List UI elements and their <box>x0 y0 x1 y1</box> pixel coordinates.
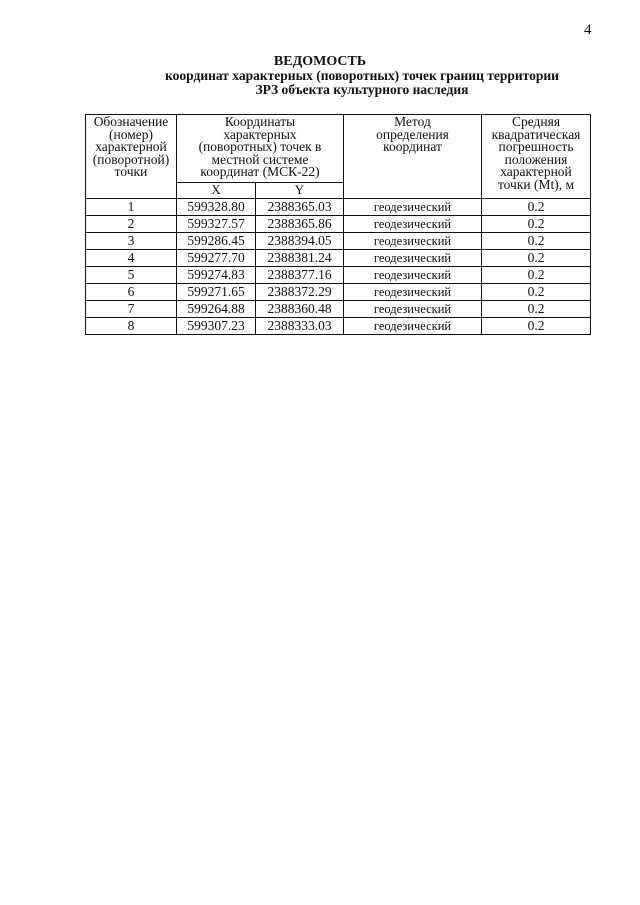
table-row <box>86 318 591 335</box>
cell-method: геодезический <box>344 284 482 301</box>
cell-point: 4 <box>86 250 177 267</box>
document-title: ВЕДОМОСТЬ <box>273 54 367 69</box>
cell-point: 2 <box>86 216 177 233</box>
table-row <box>86 216 591 233</box>
table-header-row <box>86 115 591 183</box>
cell-y: 2388377.16 <box>256 267 344 284</box>
table-row <box>86 267 591 284</box>
cell-method: геодезический <box>344 199 482 216</box>
table-row <box>86 284 591 301</box>
cell-x: 599307.23 <box>177 318 256 335</box>
cell-point: 1 <box>86 199 177 216</box>
cell-mt: 0.2 <box>482 284 591 301</box>
cell-point: 5 <box>86 267 177 284</box>
table-row <box>86 250 591 267</box>
cell-x: 599286.45 <box>177 233 256 250</box>
header-coordinates: Координаты характерных (поворотных) точек в местной системе координат (МСК-22) <box>177 115 344 183</box>
table-row <box>86 199 591 216</box>
cell-point: 6 <box>86 284 177 301</box>
cell-x: 599274.83 <box>177 267 256 284</box>
cell-method: геодезический <box>344 216 482 233</box>
cell-mt: 0.2 <box>482 301 591 318</box>
cell-x: 599271.65 <box>177 284 256 301</box>
cell-y: 2388365.03 <box>256 199 344 216</box>
cell-mt: 0.2 <box>482 250 591 267</box>
page-number: 4 <box>584 22 592 38</box>
cell-point: 3 <box>86 233 177 250</box>
cell-y: 2388365.86 <box>256 216 344 233</box>
cell-y: 2388372.29 <box>256 284 344 301</box>
cell-x: 599264.88 <box>177 301 256 318</box>
cell-method: геодезический <box>344 267 482 284</box>
cell-point: 7 <box>86 301 177 318</box>
cell-method: геодезический <box>344 233 482 250</box>
cell-x: 599327.57 <box>177 216 256 233</box>
cell-method: геодезический <box>344 250 482 267</box>
header-y: Y <box>256 183 344 199</box>
header-x: X <box>177 183 256 199</box>
coordinates-table <box>85 114 591 335</box>
document-subtitle-line2: ЗРЗ объекта культурного наследия <box>255 82 469 97</box>
header-method: Метод определения координат <box>344 115 482 199</box>
cell-method: геодезический <box>344 318 482 335</box>
cell-y: 2388360.48 <box>256 301 344 318</box>
cell-x: 599328.80 <box>177 199 256 216</box>
cell-mt: 0.2 <box>482 233 591 250</box>
cell-point: 8 <box>86 318 177 335</box>
cell-y: 2388381.24 <box>256 250 344 267</box>
header-point-designation: Обозначение (номер) характерной (поворотной) точки <box>86 115 177 199</box>
cell-mt: 0.2 <box>482 267 591 284</box>
cell-y: 2388333.03 <box>256 318 344 335</box>
cell-mt: 0.2 <box>482 216 591 233</box>
cell-x: 599277.70 <box>177 250 256 267</box>
cell-mt: 0.2 <box>482 199 591 216</box>
cell-y: 2388394.05 <box>256 233 344 250</box>
table-row <box>86 301 591 318</box>
document-subtitle-line1: координат характерных (поворотных) точек границ территории <box>165 68 559 83</box>
cell-method: геодезический <box>344 301 482 318</box>
table-row <box>86 233 591 250</box>
header-mean-error: Средняя квадратическая погрешность положения характерной точки (Mt), м <box>482 115 591 199</box>
cell-mt: 0.2 <box>482 318 591 335</box>
